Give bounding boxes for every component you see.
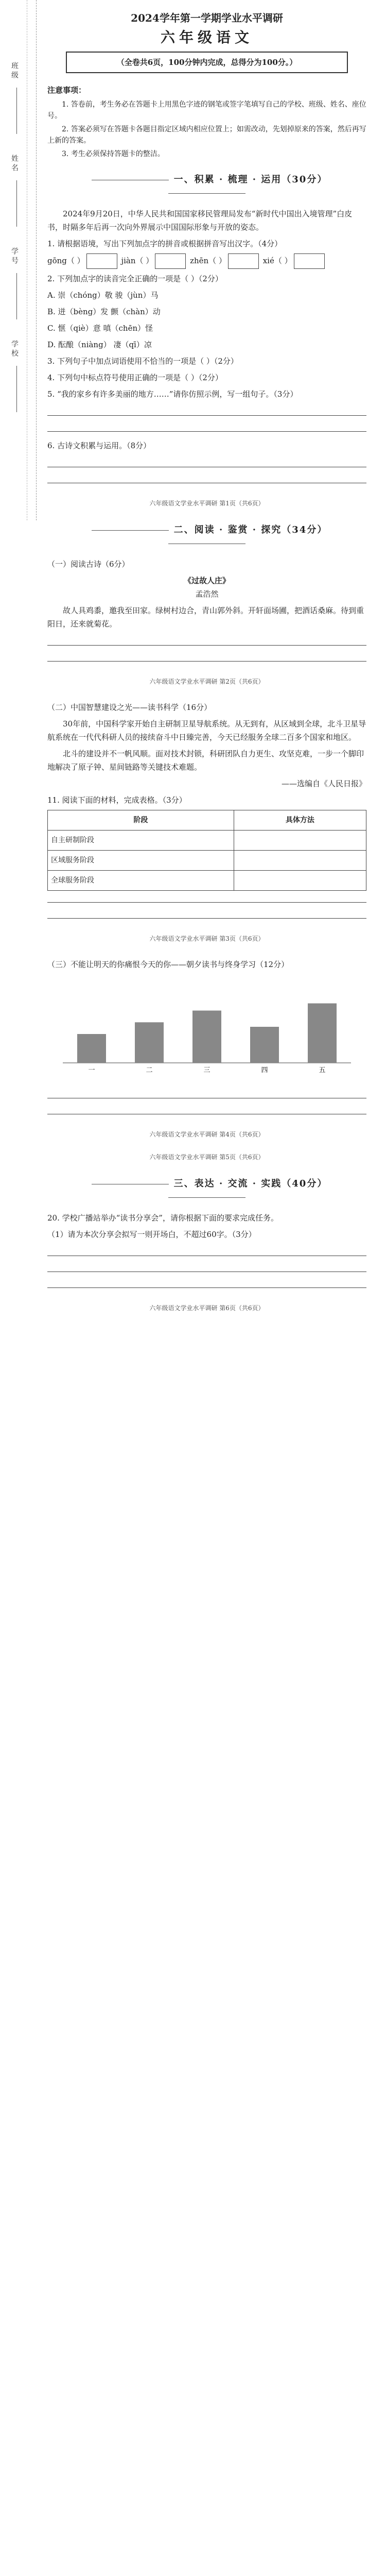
- notice-1: 1. 答卷前，考生务必在答题卡上用黑色字迹的钢笔或签字笔填写自己的学校、班级、姓名、座位号。: [47, 100, 366, 120]
- bar: [192, 1011, 221, 1063]
- answer-box[interactable]: [294, 253, 325, 269]
- table-row: 自主研制阶段: [48, 831, 366, 851]
- answer-cell[interactable]: [234, 871, 366, 891]
- poem-title: 《过故人庄》: [183, 576, 230, 585]
- exam-term: 2024学年第一学期学业水平调研: [131, 12, 283, 24]
- tick-label: 四: [261, 1066, 268, 1074]
- answer-box[interactable]: [155, 253, 186, 269]
- notice-block: [47, 83, 366, 160]
- bar-chart: [47, 975, 366, 1078]
- part2-title: （二）中国智慧建设之光——读书科学（16分）: [47, 703, 212, 712]
- bar: [77, 1034, 106, 1063]
- bar: [135, 1022, 164, 1063]
- answer-line[interactable]: [47, 471, 366, 483]
- q1: 1. 请根据语境，写出下列加点字的拼音或根据拼音写出汉字。（4分）: [47, 239, 283, 248]
- tick-label: 二: [146, 1066, 153, 1074]
- answer-table: [47, 810, 366, 891]
- answer-line[interactable]: [47, 1276, 366, 1288]
- answer-line[interactable]: [47, 420, 366, 432]
- answer-cell[interactable]: [234, 851, 366, 871]
- binding-label-id: 学号: [10, 247, 19, 266]
- exam-note: （全卷共6页，100分钟内完成，总得分为100分。）: [66, 52, 348, 73]
- bar: [250, 1027, 279, 1063]
- answer-line[interactable]: [47, 1244, 366, 1256]
- school-field[interactable]: [16, 366, 17, 412]
- answer-cell[interactable]: [234, 831, 366, 851]
- q2-option-c: C. 惬（qiè）意 嗔（chēn）怪: [47, 324, 153, 333]
- section2-title: 二、阅读 · 鉴赏 · 探究（34分）: [47, 523, 366, 550]
- q1-items: gōng（ ） jiàn（ ） zhēn（ ） xié（ ）: [47, 253, 366, 269]
- page-footer-2: 六年级语文学业水平调研 第2页（共6页）: [149, 678, 265, 685]
- answer-line[interactable]: [47, 1103, 366, 1114]
- q5: 5. “我的家乡有许多美丽的地方……”请你仿照示例，写一组句子。（3分）: [47, 389, 298, 399]
- exam-content: [47, 0, 366, 1315]
- q3: 3. 下列句子中加点词语使用不恰当的一项是（ ）（2分）: [47, 357, 238, 366]
- q4: 4. 下列句中标点符号使用正确的一项是（ ）（2分）: [47, 373, 223, 382]
- table-header: 具体方法: [234, 810, 366, 831]
- table-header: 阶段: [48, 810, 234, 831]
- answer-box[interactable]: [228, 253, 259, 269]
- q11: 11. 阅读下面的材料，完成表格。（3分）: [47, 795, 187, 805]
- answer-line[interactable]: [47, 404, 366, 416]
- answer-box[interactable]: [86, 253, 117, 269]
- exam-grade: 六年级语文: [160, 29, 253, 46]
- quote-source: ——选编自《人民日报》: [281, 779, 366, 788]
- section3-title: 三、表达 · 交流 · 实践（40分）: [47, 1177, 366, 1204]
- q6: 6. 古诗文积累与运用。（8分）: [47, 441, 151, 450]
- binding-label-school: 学校: [10, 340, 19, 359]
- notice-2: 2. 答案必须写在答题卡各题目指定区域内相应位置上；如需改动，先划掉原来的答案，然后再写上新的答案。: [47, 125, 366, 145]
- passage-2: 北斗的建设并不一帆风顺。面对技术封锁，科研团队自力更生、攻坚克难，一步一个脚印地解决了原子钟、星间链路等关键技术难题。: [47, 749, 364, 772]
- passage-1: 30年前，中国科学家开始自主研制卫星导航系统。从无到有，从区域到全球，北斗卫星导航系统在一代代科研人员的接续奋斗中日臻完善，今天已经服务全球二百多个国家和地区。: [47, 719, 366, 742]
- q20: 20. 学校广播站举办“读书分享会”，请你根据下面的要求完成任务。: [47, 1213, 278, 1223]
- page-footer-1: 六年级语文学业水平调研 第1页（共6页）: [149, 500, 265, 507]
- answer-line[interactable]: [47, 455, 366, 467]
- answer-line[interactable]: [47, 634, 366, 646]
- page-footer-6: 六年级语文学业水平调研 第6页（共6页）: [149, 1304, 265, 1312]
- binding-label-name: 姓名: [10, 155, 19, 173]
- class-field[interactable]: [16, 88, 17, 134]
- binding-label-class: 班级: [10, 62, 19, 80]
- name-field[interactable]: [16, 180, 17, 227]
- chart-container: [47, 975, 366, 1082]
- notice-title: 注意事项：: [47, 86, 86, 95]
- q2-option-b: B. 迸（bèng）发 颤（chàn）动: [47, 307, 161, 316]
- q2: 2. 下列加点字的读音完全正确的一项是（ ）（2分）: [47, 274, 223, 283]
- answer-line[interactable]: [47, 1260, 366, 1272]
- bar: [308, 1004, 337, 1063]
- page-footer-4: 六年级语文学业水平调研 第4页（共6页）: [149, 1131, 265, 1138]
- notice-3: 3. 考生必须保持答题卡的整洁。: [62, 150, 165, 158]
- answer-line[interactable]: [47, 891, 366, 903]
- tick-label: 五: [319, 1066, 326, 1074]
- answer-line[interactable]: [47, 1087, 366, 1098]
- part1-title: （一）阅读古诗（6分）: [47, 560, 130, 569]
- part3-title: （三）不能让明天的你痛恨今天的你——朝夕读书与终身学习（12分）: [47, 960, 289, 969]
- q2-option-a: A. 崇（chóng）敬 骏（jùn）马: [47, 291, 159, 300]
- binding-margin: [0, 0, 37, 520]
- poem-author: 孟浩然: [195, 589, 219, 599]
- tick-label: 三: [203, 1066, 210, 1074]
- q2-option-d: D. 酝酿（niàng） 凄（qī）凉: [47, 340, 152, 349]
- answer-line[interactable]: [47, 907, 366, 919]
- poem-text: 故人具鸡黍，邀我至田家。绿树村边合，青山郭外斜。开轩面场圃，把酒话桑麻。待到重阳日，还来就菊花。: [47, 606, 364, 629]
- page-footer-3: 六年级语文学业水平调研 第3页（共6页）: [149, 935, 265, 942]
- answer-line[interactable]: [47, 650, 366, 662]
- table-row: 区域服务阶段: [48, 851, 366, 871]
- table-row: 全球服务阶段: [48, 871, 366, 891]
- section1-intro: 2024年9月20日，中华人民共和国国家移民管理局发布“新时代中国出入境管理”白皮书，时隔多年后再一次向外界展示中国国际形象与开放的姿态。: [47, 209, 353, 232]
- tick-label: 一: [88, 1066, 95, 1074]
- page-footer-5: 六年级语文学业水平调研 第5页（共6页）: [149, 1154, 265, 1161]
- section1-title: 一、积累 · 梳理 · 运用（30分）: [47, 173, 366, 200]
- id-field[interactable]: [16, 273, 17, 319]
- q20-task: （1）请为本次分享会拟写一则开场白，不超过60字。（3分）: [47, 1230, 256, 1239]
